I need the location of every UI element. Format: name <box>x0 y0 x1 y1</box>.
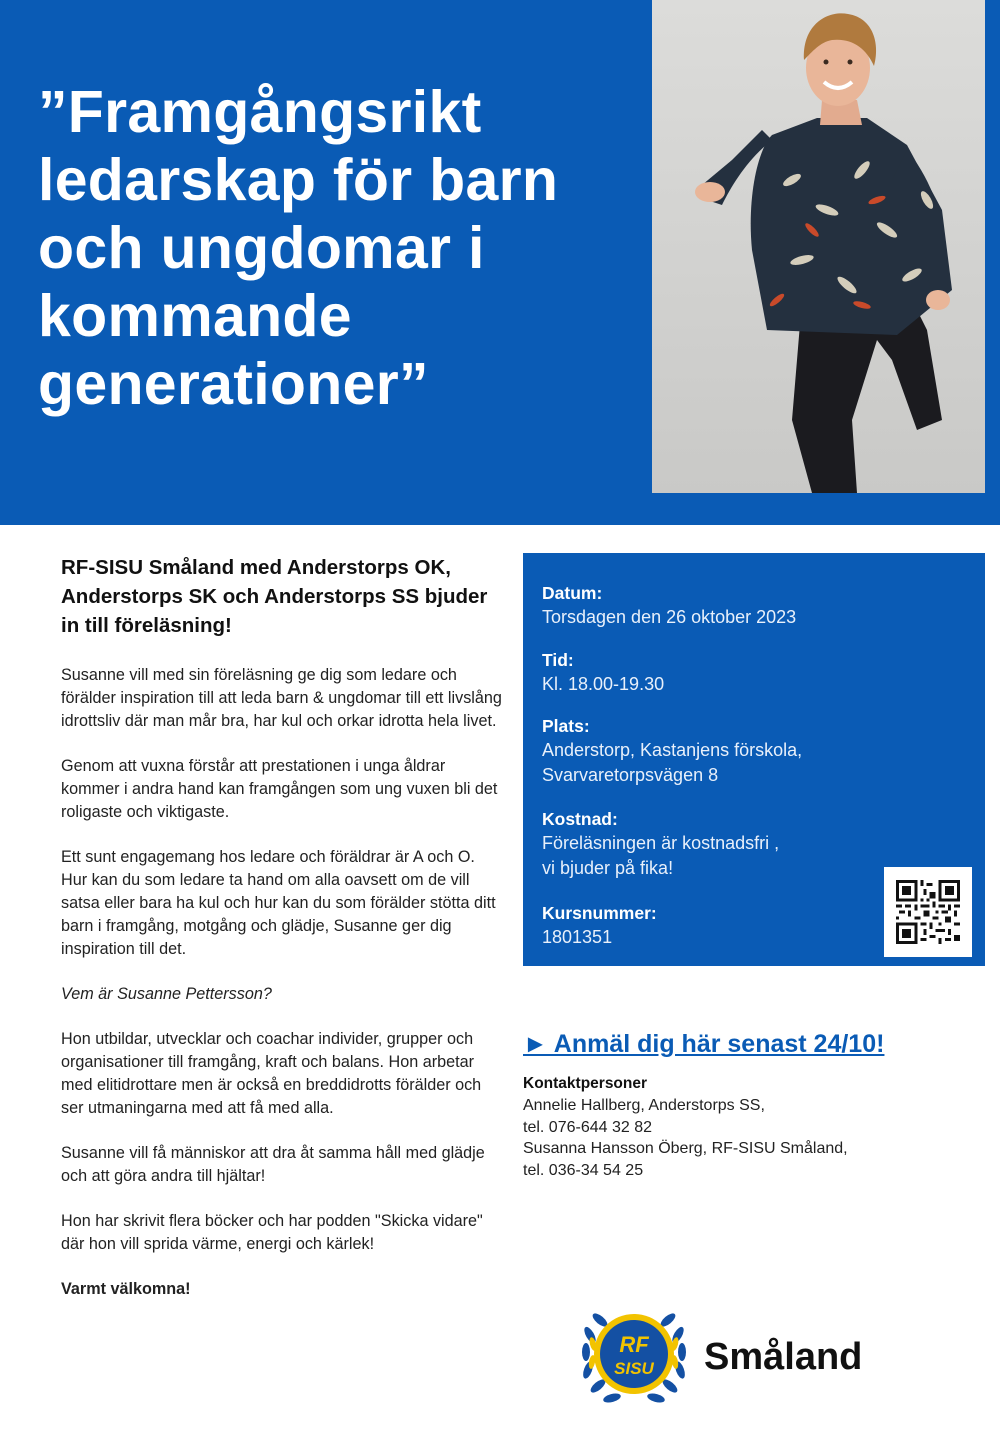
contacts-title: Kontaktpersoner <box>523 1075 648 1092</box>
event-info-box <box>523 553 985 966</box>
course-value: 1801351 <box>542 927 613 947</box>
info-place <box>542 714 962 788</box>
place-line: Svarvaretorpsvägen 8 <box>542 765 719 785</box>
contact-line: Annelie Hallberg, Anderstorps SS, <box>523 1097 765 1114</box>
info-cost <box>542 807 882 881</box>
date-label: Datum: <box>542 583 603 603</box>
closing-greeting: Varmt välkomna! <box>61 1280 191 1298</box>
contact-line: tel. 036-34 54 25 <box>523 1161 644 1179</box>
emblem-text-top: RF <box>619 1332 649 1357</box>
hero-banner <box>0 0 1000 525</box>
main-text-column <box>61 553 506 1323</box>
rf-sisu-logo <box>574 1300 694 1412</box>
paragraph: Susanne vill med sin föreläsning ge dig som ledare och förälder inspiration till att leda barn & ungdomar till ett livslång idrottsliv där man mår bra, har kul och orkar idrotta hela livet. <box>61 666 502 730</box>
region-wordmark: Småland <box>704 1336 863 1378</box>
section-question: Vem är Susanne Pettersson? <box>61 985 272 1003</box>
paragraph: Susanne vill få människor att dra åt samma håll med glädje och att göra andra till hjältar! <box>61 1144 485 1185</box>
cost-label: Kostnad: <box>542 809 618 829</box>
date-value: Torsdagen den 26 oktober 2023 <box>542 607 797 627</box>
info-date <box>542 581 882 630</box>
signup-link[interactable]: ► Anmäl dig här senast 24/10! <box>523 1030 885 1058</box>
invitation-lead: RF-SISU Småland med Anderstorps OK, Anderstorps SK och Anderstorps SS bjuder in till föreläsning! <box>61 556 488 637</box>
hero-title: ”Framgångsrikt ledarskap för barn och ungdomar i kommande generationer” <box>38 79 559 417</box>
qr-code[interactable] <box>884 867 972 957</box>
contact-line: tel. 076-644 32 82 <box>523 1118 652 1136</box>
contact-line: Susanna Hansson Öberg, RF-SISU Småland, <box>523 1140 848 1157</box>
paragraph: Hon har skrivit flera böcker och har podden "Skicka vidare" där hon vill sprida värme, energi och kärlek! <box>61 1212 483 1253</box>
place-line: Anderstorp, Kastanjens förskola, <box>542 740 803 760</box>
info-time <box>542 648 882 697</box>
cost-line: Föreläsningen är kostnadsfri , <box>542 833 780 853</box>
contact-persons <box>523 1073 963 1181</box>
paragraph: Ett sunt engagemang hos ledare och föräldrar är A och O. <box>61 848 475 866</box>
paragraph: Hon utbildar, utvecklar och coachar individer, grupper och organisationer till framgång, kraft och balans. Hon arbetar med elitidrottare men är också en breddidrotts förälder och ser utmaningarna med att få med alla. <box>61 1030 482 1117</box>
speaker-photo <box>652 0 985 493</box>
cost-line: vi bjuder på fika! <box>542 858 674 878</box>
speaker-illustration <box>652 0 985 493</box>
info-course <box>542 901 882 950</box>
paragraph: Hur kan du som ledare ta hand om alla oavsett om de vill satsa eller bara ha kul och hur kan du som förälder stötta ditt barn i framgång, motgång och glädje, Susanne ger dig inspiration till det. <box>61 871 496 958</box>
emblem-text-bottom: SISU <box>614 1359 654 1378</box>
place-label: Plats: <box>542 716 590 736</box>
time-label: Tid: <box>542 650 574 670</box>
paragraph: Genom att vuxna förstår att prestationen i unga åldrar kommer i andra hand kan framgången som ung vuxen bli det roligaste och viktigaste. <box>61 757 498 821</box>
time-value: Kl. 18.00-19.30 <box>542 674 665 694</box>
qr-code-icon <box>896 880 960 944</box>
course-label: Kursnummer: <box>542 903 657 923</box>
rf-sisu-emblem-icon <box>574 1300 694 1412</box>
